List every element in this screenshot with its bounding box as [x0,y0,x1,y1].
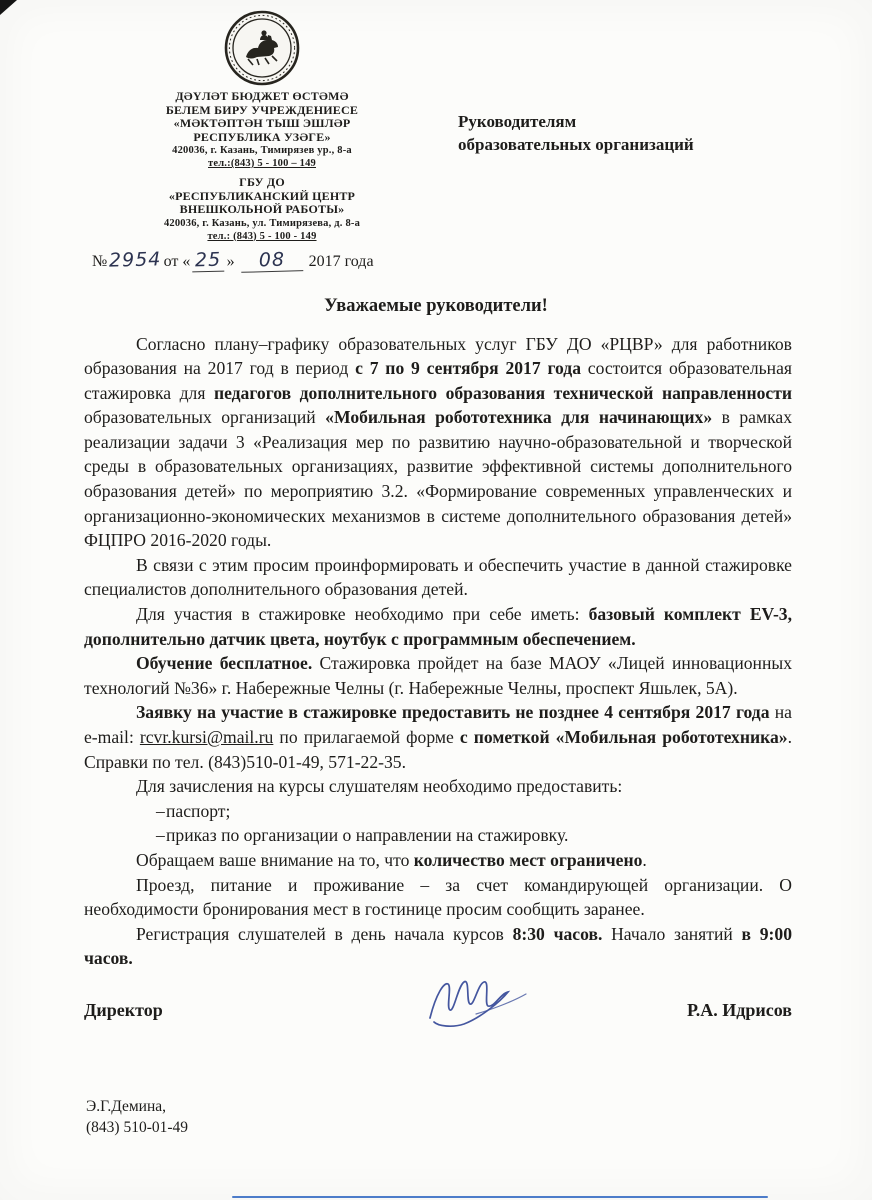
paragraph [84,602,792,651]
addressee-line-2: образовательных организаций [458,135,694,154]
text-segment: количество мест ограничено [413,849,643,870]
text-segment: Регистрация слушателей в день начала курсов [136,923,513,944]
ref-month-handwritten: 08 [240,248,303,273]
addressee-block [458,110,694,156]
ref-close-quote: » [226,252,235,270]
list-item [84,823,792,848]
text-segment: Для зачисления на курсы слушателям необходимо предоставить: [136,776,623,797]
paragraph [84,848,792,873]
letterhead [70,6,454,272]
letter-header [0,0,872,272]
signer-position: Директор [84,1000,163,1020]
executor-phone: (843) 510-01-49 [86,1119,189,1136]
letterhead-line: ДӘҮЛӘТ БЮДЖЕТ ӨСТӘМӘ [175,89,349,103]
paragraph [84,553,792,602]
text-segment: Обучение бесплатное. [136,653,313,674]
text-segment: состоится образовательная стажировка для [84,358,792,403]
text-segment: Согласно плану–графику образовательных услуг ГБУ ДО «РЦВР» для работников образования на 2017 год в период [84,333,792,379]
ref-no-label: № [92,252,108,270]
text-segment: Начало занятий [602,923,742,944]
text-segment: базовый комплект EV-3, дополнительно датчик цвета, ноутбук с программным обеспечением. [84,604,793,649]
document-number-handwritten: 2954 [108,247,162,272]
salutation-heading: Уважаемые руководители! [324,295,548,316]
text-segment: 8:30 часов. [512,923,603,944]
ref-day-handwritten: 25 [192,248,225,272]
text-segment: в 9:00 часов. [84,923,792,969]
text-segment: Заявку на участие в стажировке предоставить не позднее 4 сентября 2017 года [136,702,770,723]
letterhead-line: ГБУ ДО [239,175,285,189]
organization-emblem-icon [224,10,300,86]
text-segment: образовательных организаций [84,407,326,428]
signature-block [84,1000,792,1021]
letterhead-line: РЕСПУБЛИКА УЗӘГЕ» [193,129,331,144]
paragraph [84,922,792,971]
document-reference-line [92,249,454,272]
letterhead-line: «РЕСПУБЛИКАНСКИЙ ЦЕНТР [168,188,356,203]
text-segment: паспорт; [166,800,231,821]
paragraph [84,774,792,799]
text-segment: по прилагаемой форме [273,727,460,747]
letterhead-line: тел.: (843) 5 - 100 - 149 [207,230,317,242]
text-segment: Проезд, питание и проживание – за счет командирующей организации. О необходимости бронирования мест в гостинице просим сообщить заранее. [84,874,792,920]
text-segment: . Справки по тел. (843)510-01-49, 571-22-35. [84,727,792,772]
text-segment: с 7 по 9 сентября 2017 года [355,358,581,379]
list-dash: – [156,800,165,821]
addressee-line-1: Руководителям [458,112,577,131]
list-item [84,799,792,824]
text-segment: В связи с этим просим проинформировать и обеспечить участие в данной стажировке специалистов дополнительного образования детей. [84,554,792,600]
text-segment: приказ по организации о направлении на стажировку. [166,825,569,846]
text-segment: «Мобильная робототехника для начинающих» [325,407,713,428]
paragraph [84,651,792,700]
letterhead-line: ВНЕШКОЛЬНОЙ РАБОТЫ» [179,202,345,216]
text-segment: с пометкой «Мобильная робототехника» [459,727,788,747]
letterhead-line: БЕЛЕМ БИРУ УЧРЕЖДЕНИЕСЕ [165,102,359,117]
letterhead-line: 420036, г. Казань, ул. Тимирязева, д. 8-а [163,217,361,229]
text-segment: в рамках реализации задачи 3 «Реализация мер по развитию научно-образовательной и творческой среды в образовательных организациях, развитие эффективной системы дополнительного образования детей» по мероприятию 3.2. «Формирование современных управленческих и организационно-экономических механизмов в системе дополнительного образования детей» ФЦПРО 2016-2020 годы. [84,407,793,551]
text-segment: Стажировка пройдет на базе МАОУ «Лицей инновационных технологий №36» г. Набережные Челны (г. Набережные Челны, проспект Яшьлек, 5А). [84,653,792,698]
letterhead-line: «МӘКТӘПТӘН ТЫШ ЭШЛӘР [173,116,351,130]
executor-block [86,1096,188,1138]
paragraph [84,700,792,774]
letter-body [84,332,792,971]
letterhead-lines [70,90,454,243]
text-segment: . [642,849,647,870]
letterhead-line: тел.:(843) 5 - 100 – 149 [208,158,316,169]
executor-name: Э.Г.Демина, [86,1098,166,1115]
text-segment: на e-mail: [84,702,792,747]
handwritten-signature-icon [420,972,550,1034]
scan-corner-artifact [0,0,17,15]
signer-name: Р.А. Идрисов [687,1000,792,1020]
email-link[interactable]: rcvr.kursi@mail.ru [139,727,274,747]
scan-artifact-line [232,1196,768,1198]
text-segment: педагогов дополнительного образования технической направленности [213,382,792,403]
text-segment: Для участия в стажировке необходимо при себе иметь: [136,604,589,625]
paragraph [84,873,792,922]
list-dash: – [156,825,165,846]
ref-from-label: от « [163,252,191,270]
text-segment: Обращаем ваше внимание на то, что [136,849,414,870]
letterhead-line: 420036, г. Казань, Тимирязев ур., 8-а [172,145,352,156]
ref-year: 2017 года [308,252,374,270]
paragraph [84,332,792,553]
